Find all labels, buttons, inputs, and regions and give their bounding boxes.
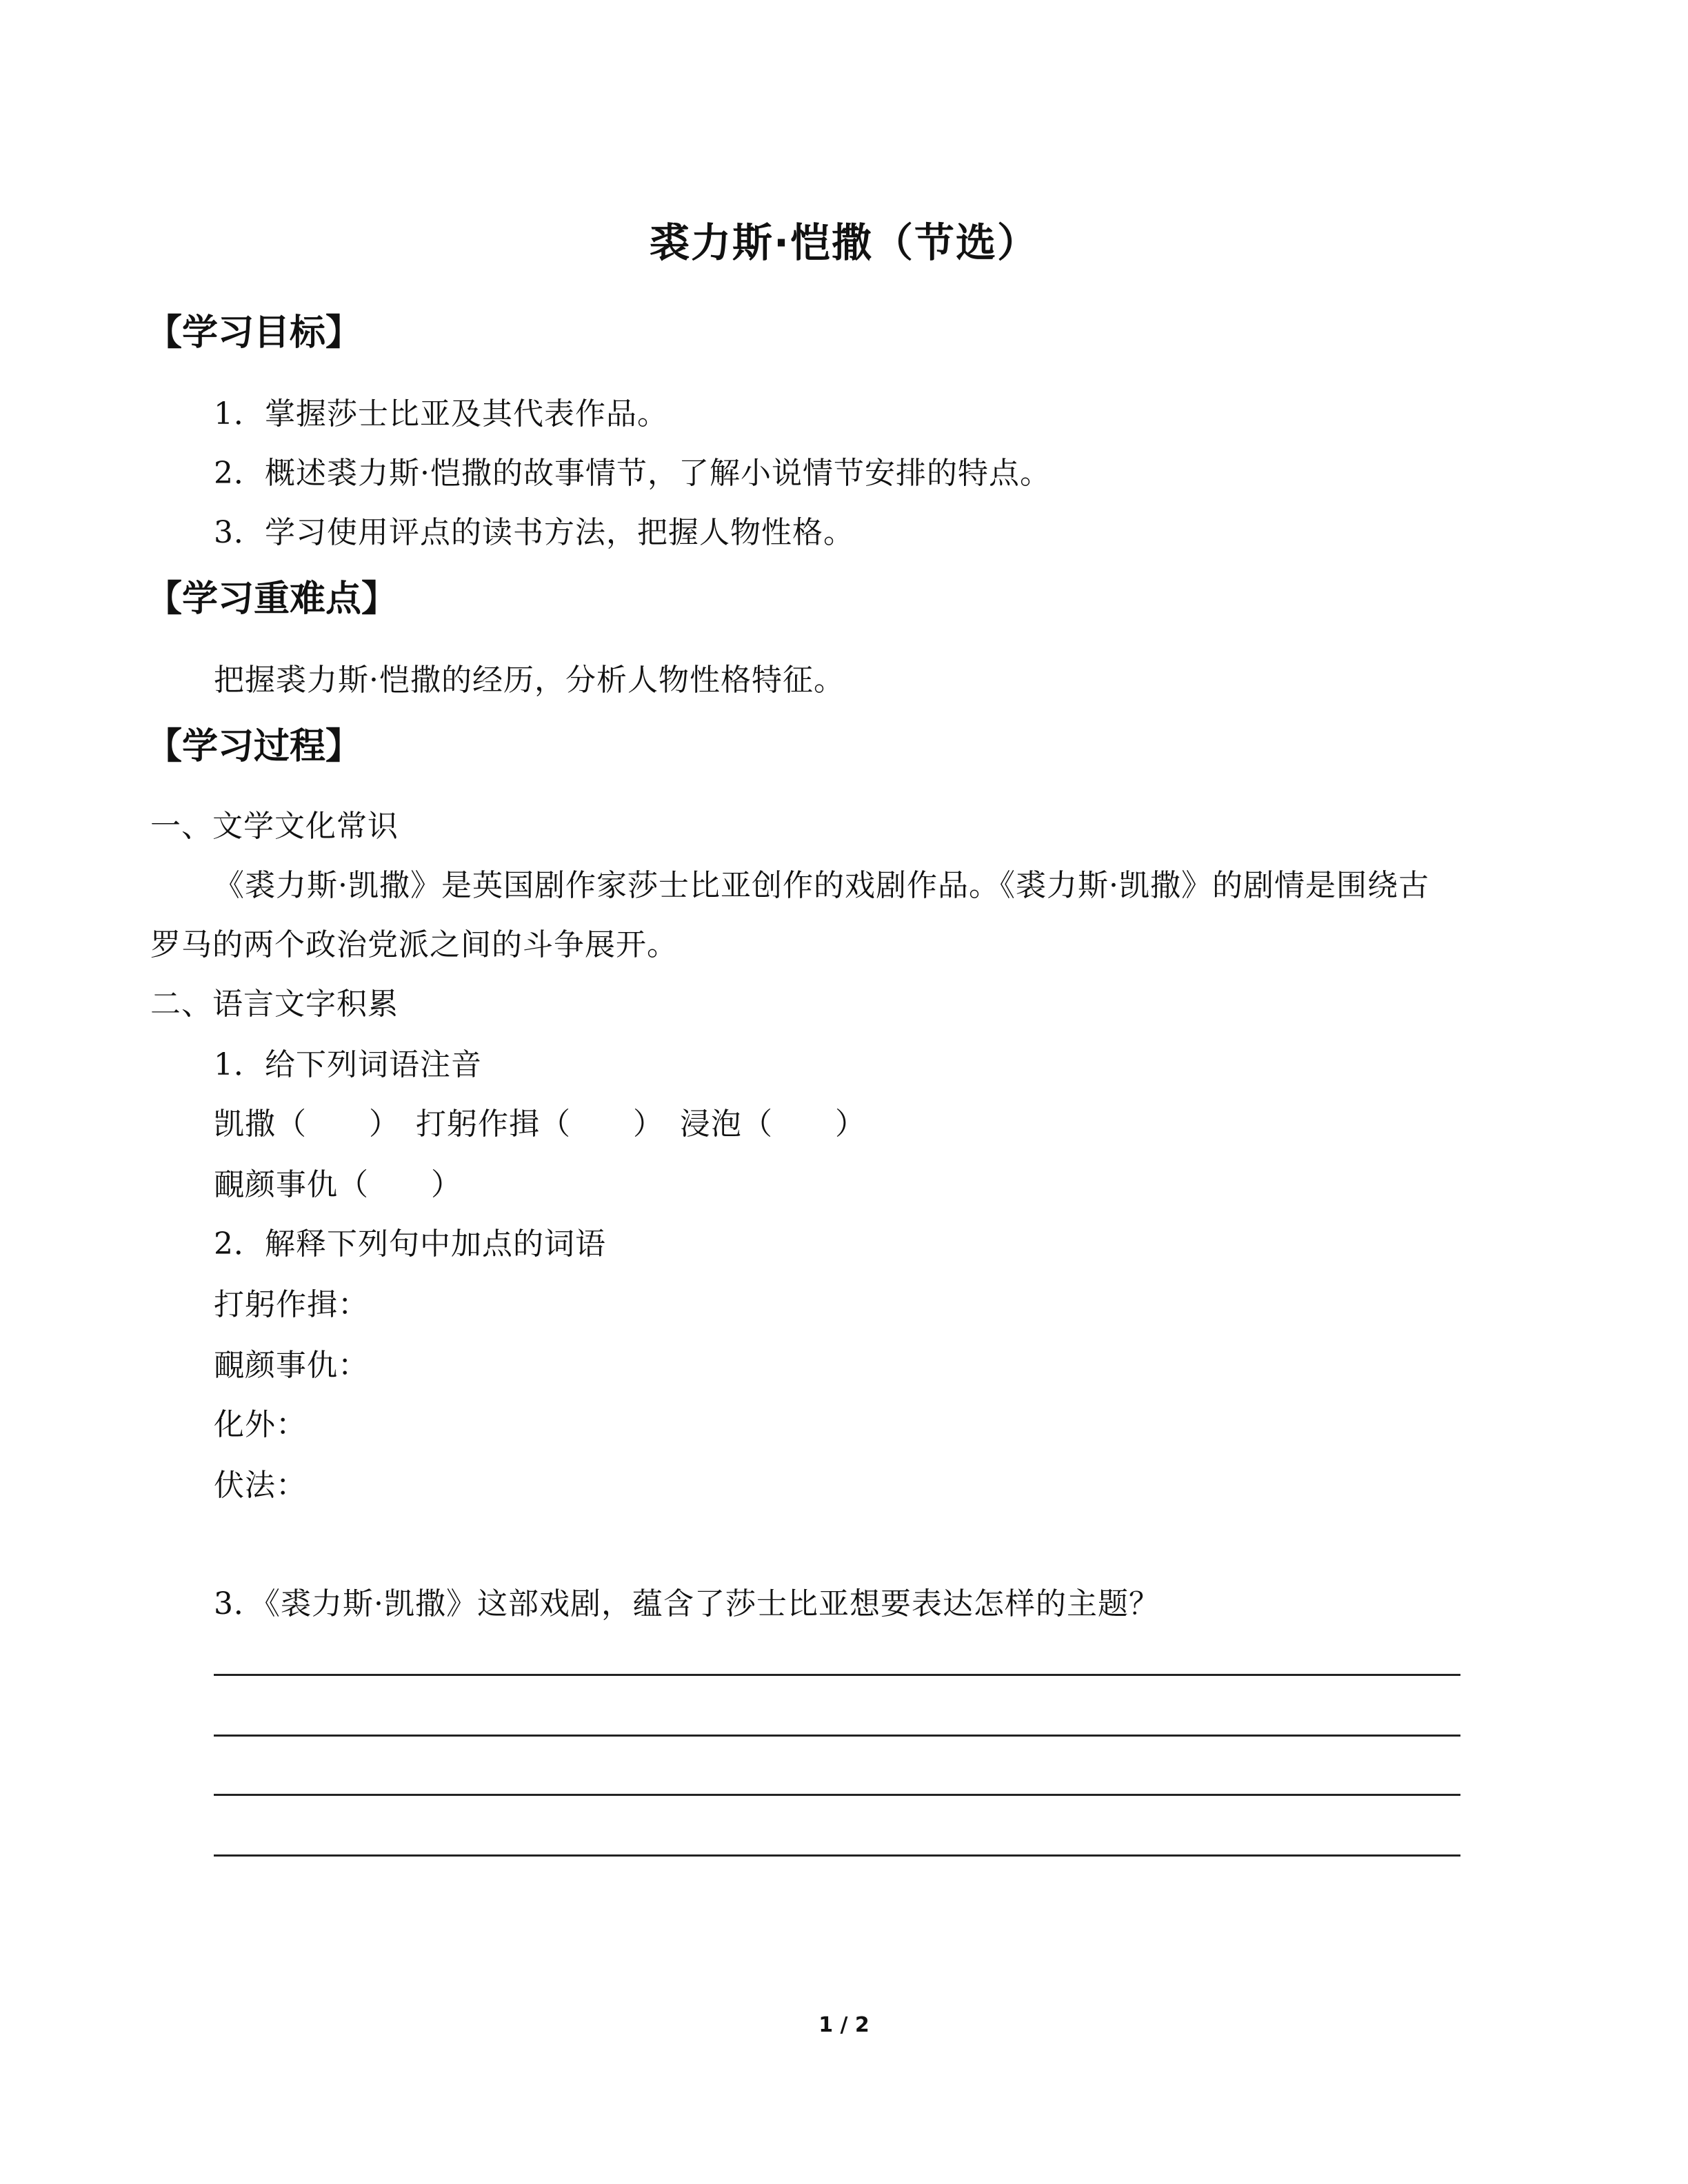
term-item: 打躬作揖：	[214, 1287, 369, 1322]
term-item: 伏法：	[214, 1468, 307, 1503]
answer-line[interactable]	[214, 1794, 1460, 1796]
answer-line[interactable]	[214, 1854, 1460, 1857]
page-number: 1 / 2	[818, 2013, 870, 2037]
question-1: 1．给下列词语注音	[214, 1047, 482, 1082]
key-points-heading: 【学习重难点】	[146, 578, 398, 620]
key-points-text: 把握裘力斯·恺撒的经历，分析人物性格特征。	[214, 663, 845, 698]
part1-paragraph-line2: 罗马的两个政治党派之间的斗争展开。	[150, 927, 678, 962]
answer-line[interactable]	[214, 1674, 1460, 1676]
page-title: 裘力斯·恺撒（节选）	[649, 219, 1039, 266]
process-heading: 【学习过程】	[146, 726, 362, 767]
objective-item: 1．掌握莎士比亚及其代表作品。	[214, 396, 668, 432]
objectives-heading: 【学习目标】	[146, 312, 362, 354]
term-item: 化外：	[214, 1407, 307, 1442]
answer-line[interactable]	[214, 1735, 1460, 1737]
pinyin-row-2: 靦颜事仇（ ）	[214, 1167, 462, 1202]
part2-heading: 二、语言文字积累	[150, 987, 399, 1022]
part1-heading: 一、文学文化常识	[150, 809, 399, 844]
part1-paragraph-line1: 《裘力斯·凯撒》是英国剧作家莎士比亚创作的戏剧作品。《裘力斯·凯撒》的剧情是围绕古	[214, 868, 1429, 903]
question-3: 3．《裘力斯·凯撒》这部戏剧，蕴含了莎士比亚想要表达怎样的主题？	[214, 1586, 1160, 1621]
objective-item: 3．学习使用评点的读书方法，把握人物性格。	[214, 515, 854, 550]
question-2: 2．解释下列句中加点的词语	[214, 1226, 606, 1262]
objective-item: 2．概述裘力斯·恺撒的故事情节，了解小说情节安排的特点。	[214, 456, 1051, 491]
term-item: 靦颜事仇：	[214, 1348, 369, 1383]
pinyin-row-1: 凯撒（ ） 打躬作揖（ ） 浸泡（ ）	[214, 1106, 866, 1142]
